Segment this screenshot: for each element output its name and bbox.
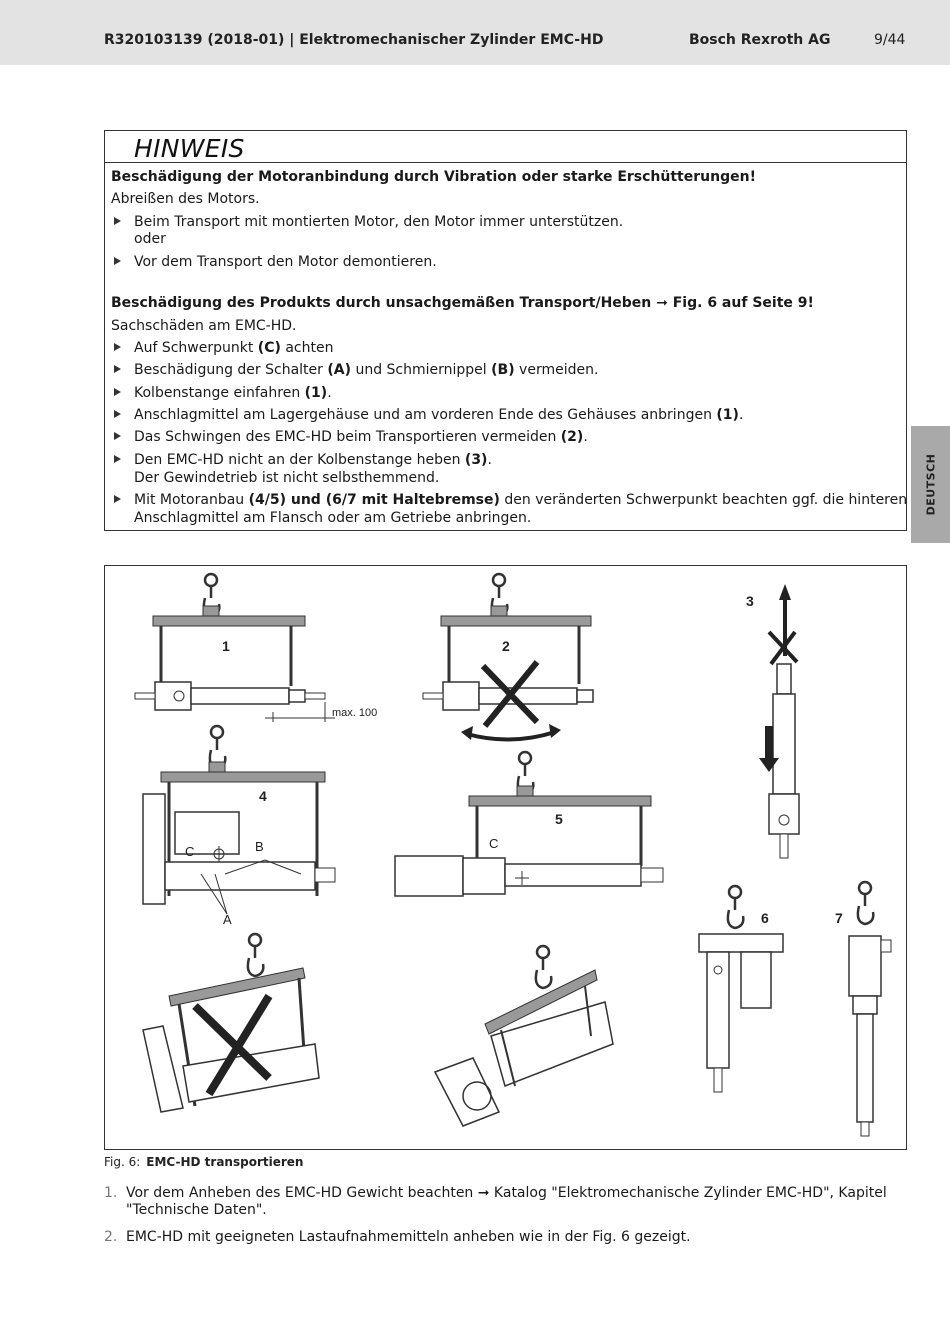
text-run: . (487, 452, 492, 468)
ref-label: (2) (560, 429, 584, 445)
text-run: Beschädigung der Schalter (134, 362, 328, 378)
text-run: . (583, 429, 588, 445)
illustration-4 (143, 726, 335, 914)
text-run: achten (280, 340, 334, 356)
page-number: 9/44 (874, 32, 906, 48)
bullet-arrow-icon (114, 343, 121, 351)
ref-label: (1) (716, 407, 739, 423)
step-number: 1. (104, 1185, 118, 1201)
transport-illustration (105, 566, 906, 1149)
ref-label: (3) (464, 452, 488, 468)
notice-bullet (134, 491, 907, 509)
figure-label-B: B (255, 839, 264, 854)
step-text: Vor dem Anheben des EMC-HD Gewicht beachten ➞ Katalog "Elektromechanische Zylinder EMC-HD", Kapitel (126, 1185, 887, 1201)
illustration-5 (395, 752, 663, 896)
text-run: Auf Schwerpunkt (134, 340, 258, 356)
caption-title: EMC-HD transportieren (146, 1155, 304, 1169)
figure-label-6: 6 (761, 910, 769, 926)
bullet-arrow-icon (114, 455, 121, 463)
caption-label: Fig. 6: (104, 1155, 141, 1169)
figure-label-max: max. 100 (332, 707, 378, 719)
page-header (0, 0, 950, 65)
notice-bullet (134, 451, 492, 469)
text-run: . (738, 407, 744, 423)
notice-title: HINWEIS (134, 134, 245, 163)
notice-bullet: Vor dem Transport den Motor demontieren. (134, 254, 437, 270)
bullet-arrow-icon (114, 365, 121, 373)
text-run: Den EMC-HD nicht an der Kolbenstange heben (134, 452, 465, 468)
bullet-arrow-icon (114, 432, 121, 440)
language-tab (911, 426, 950, 543)
step-number: 2. (104, 1229, 118, 1245)
figure-label-C5: C (489, 836, 499, 851)
figure-label-7: 7 (835, 910, 843, 926)
illustration-2 (423, 574, 593, 740)
notice-header (105, 131, 906, 163)
bullet-arrow-icon (114, 257, 121, 265)
ref-label: (A) (327, 362, 351, 378)
figure-frame (104, 565, 907, 1150)
illustration-3 (759, 584, 799, 858)
notice-heading-1: Beschädigung der Motoranbindung durch Vibration oder starke Erschütterungen! (111, 169, 756, 185)
illustration-6 (699, 886, 783, 1092)
bullet-arrow-icon (114, 388, 121, 396)
figure-label-A: A (223, 912, 232, 927)
figure-label-C4: C (185, 844, 195, 859)
ref-label: (B) (491, 362, 515, 378)
notice-consequence-1: Abreißen des Motors. (111, 191, 260, 207)
text-run: Mit Motoranbau (134, 492, 249, 508)
document-id: R320103139 (2018-01) | Elektromechanischer Zylinder EMC-HD (104, 32, 604, 48)
illustration-1 (135, 574, 335, 722)
text-run: vermeiden. (514, 362, 599, 378)
text-run: den veränderten Schwerpunkt beachten ggf. die hinteren (499, 492, 908, 508)
notice-heading-2: Beschädigung des Produkts durch unsachgemäßen Transport/Heben ➞ Fig. 6 auf Seite 9! (111, 295, 814, 311)
text-run: . (327, 385, 332, 401)
figure-caption (104, 1155, 303, 1169)
ref-label: (4/5) und (6/7 mit Haltebremse) (248, 492, 500, 508)
figure-label-1: 1 (222, 638, 230, 654)
ref-label: (1) (304, 385, 328, 401)
language-tab-label: DEUTSCH (924, 453, 938, 516)
illustration-9 (435, 946, 613, 1126)
text-run: Anschlagmittel am Lagergehäuse und am vorderen Ende des Gehäuses anbringen (134, 407, 717, 423)
step-text: EMC-HD mit geeigneten Lastaufnahmemitteln anheben wie in der Fig. 6 gezeigt. (126, 1229, 691, 1245)
figure-label-4: 4 (259, 788, 267, 804)
text-run: Kolbenstange einfahren (134, 385, 305, 401)
illustration-8 (143, 934, 319, 1112)
notice-bullet-line2: oder (134, 231, 166, 247)
ref-label: (C) (257, 340, 281, 356)
bullet-arrow-icon (114, 495, 121, 503)
notice-bullet (134, 339, 333, 357)
bullet-arrow-icon (114, 217, 121, 225)
notice-box (104, 130, 907, 531)
notice-bullet (134, 361, 598, 379)
step-text-line2: "Technische Daten". (126, 1202, 267, 1218)
notice-bullet: Beim Transport mit montierten Motor, den Motor immer unterstützen. (134, 214, 624, 230)
text-run: und Schmiernippel (351, 362, 492, 378)
figure-label-3: 3 (746, 593, 754, 609)
figure-label-2: 2 (502, 638, 510, 654)
notice-bullet (134, 406, 743, 424)
text-run: Das Schwingen des EMC-HD beim Transportieren vermeiden (134, 429, 561, 445)
illustration-7 (849, 882, 891, 1136)
notice-bullet-line2: Anschlagmittel am Flansch oder am Getriebe anbringen. (134, 510, 532, 526)
company-name: Bosch Rexroth AG (689, 32, 831, 48)
notice-consequence-2: Sachschäden am EMC-HD. (111, 318, 297, 334)
bullet-arrow-icon (114, 410, 121, 418)
notice-bullet-line2: Der Gewindetrieb ist nicht selbsthemmend. (134, 470, 440, 486)
figure-label-5: 5 (555, 811, 563, 827)
notice-bullet (134, 428, 588, 446)
notice-bullet (134, 384, 332, 402)
